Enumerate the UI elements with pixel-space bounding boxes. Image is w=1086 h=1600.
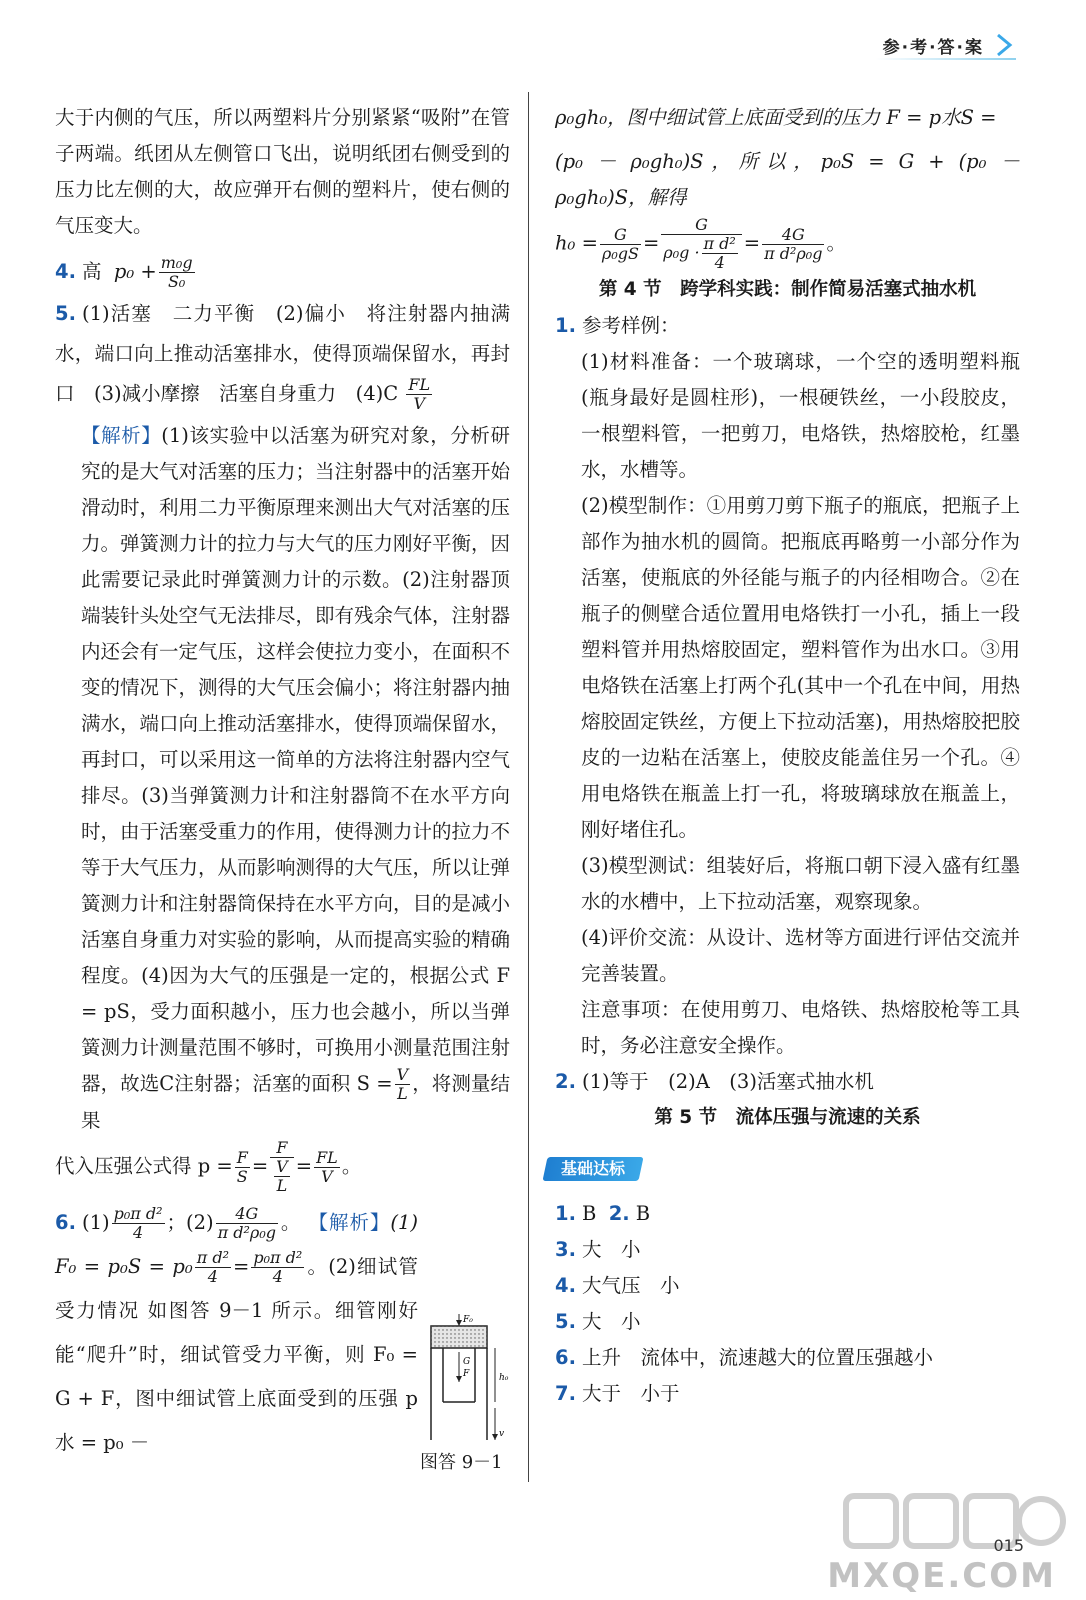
answer-1: 1. 参考样例： — [555, 314, 680, 337]
answer-5: 5. (1)活塞 二力平衡 (2)偏小 将注射器内抽满水，端口向上推动活塞排水，使得顶端保留水，再封口 (3)减小摩擦 活塞自身重力 (4)C $\frac{FL}{V}$ — [55, 302, 510, 413]
fraction: $\frac{\text{m₀g}}{\text{S₀}}$ — [160, 253, 193, 291]
answer-1-step-1: (1)材料准备：一个玻璃球，一个空的透明塑料瓶(瓶身最好是圆柱形)，一根硬铁丝，一小段胶皮，一根塑料管，一把剪刀，电烙铁，热熔胶枪，红墨水，水槽等。 — [581, 350, 1020, 481]
figure-9-1-diagram — [425, 1312, 515, 1444]
answer-2: 2. (1)等于 (2)A (3)活塞式抽水机 — [555, 1070, 874, 1093]
page-header — [883, 30, 1016, 60]
figure-label: F — [463, 1369, 470, 1379]
left-column — [55, 100, 510, 1465]
figure-caption: 图答 9－1 — [420, 1452, 503, 1473]
section-4-title: 第 4 节 跨学科实践：制作简易活塞式抽水机 — [598, 279, 977, 300]
answer-row-5: 5. 大 小 — [555, 1310, 641, 1333]
page-number: 015 — [993, 1536, 1024, 1555]
answer-row-4: 4. 大气压 小 — [555, 1274, 680, 1297]
fraction: $\frac{V}{L}$ — [396, 1065, 409, 1103]
figure-label: G — [463, 1357, 471, 1367]
answer-1-step-3: (3)模型测试：组装好后，将瓶口朝下浸入盛有红墨水的水槽中，上下拉动活塞，观察现象。 — [581, 854, 1020, 913]
answer-row-1-2: 1. B 2. B — [555, 1202, 651, 1225]
section-5-title: 第 5 节 流体压强与流速的关系 — [654, 1107, 921, 1128]
header-underline — [876, 58, 1016, 60]
answer-row-3: 3. 大 小 — [555, 1238, 641, 1261]
analysis-tag: 【解析】 — [81, 424, 162, 447]
badge-row — [555, 1150, 1020, 1186]
fraction: $\frac{FL}{V}$ — [316, 1147, 338, 1186]
answer-1-step-4: (4)评价交流：从设计、选材等方面进行评估交流并完善装置。 — [581, 926, 1020, 985]
answer-1-notes: 注意事项：在使用剪刀、电烙铁、热熔胶枪等工具时，务必注意安全操作。 — [581, 998, 1020, 1057]
analysis-5-formula: 代入压强公式得 p = $\frac{F}{S}$ = $\frac{F}{\frac{V}{L}}$ = $\frac{FL}{V}$ 。 — [55, 1138, 362, 1195]
fraction: $\frac{F}{S}$ — [236, 1147, 248, 1186]
fraction: $\frac{4G}{\text{π d²ρ₀g}}$ — [217, 1204, 276, 1242]
answer-1-step-2: (2)模型制作：①用剪刀剪下瓶子的瓶底，把瓶子上部作为抽水机的圆筒。把瓶底再略剪一小部分作为活塞，使瓶底的外径能与瓶子的内径相吻合。②在瓶子的侧壁合适位置用电烙铁打一小孔，插上一段塑料管并用热熔胶固定，塑料管作为出水口。③用电烙铁在活塞上打两个孔(其中一个孔在中间，用热熔胶固定铁丝，方便上下拉动活塞)，用热熔胶把胶皮的一边粘在活塞上，使胶皮能盖住另一个孔。④用电烙铁在瓶盖上打一孔，将玻璃球放在瓶盖上，刚好堵住孔。 — [581, 494, 1020, 841]
fraction: $\frac{\text{π d²}}{4}$ — [196, 1248, 229, 1286]
answer-row-7: 7. 大于 小于 — [555, 1382, 680, 1405]
continuation-1: ρ₀gh₀，图中细试管上底面受到的压力 F = p水S = — [555, 106, 997, 129]
answer-4: 4. 高 p₀ + $\frac{\text{m₀g}}{\text{S₀}}$ — [55, 253, 193, 291]
paragraph-continuation: 大于内侧的气压，所以两塑料片分别紧紧“吸附”在管子两端。纸团从左侧管口飞出，说明纸团右侧受到的压力比左侧的大，故应弹开右侧的塑料片，使右侧的气压变大。 — [55, 106, 510, 237]
fraction: $\frac{\text{p₀π d²}}{4}$ — [253, 1248, 303, 1286]
figure-label: F₀ — [463, 1315, 473, 1325]
basic-level-badge: 基础达标 — [542, 1157, 643, 1181]
right-column — [555, 100, 1020, 1412]
fraction: $\frac{4G}{\text{π d²ρ₀g}}$ — [764, 224, 823, 263]
answer-6: 6. (1) $\frac{\text{p₀π d²}}{4}$ ；(2) $\frac{4G}{\text{π d²ρ₀g}}$ 。 【解析】(1) F₀ = p₀S = p₀ $\frac{\text{π d²}}{4}$ = $\frac{\text{p₀π d²}}{4}$ 。(2)细试管受力情况 如图答 9－1 所示。细管刚好能“爬升”时，细试管受力平衡，则 F₀ = G + F，图中细试管上底面受到的压强 p水 = p₀ － — [55, 1204, 419, 1454]
header-title: 参·考·答·案 — [882, 37, 984, 58]
fraction: $\frac{\text{p₀π d²}}{4}$ — [113, 1204, 163, 1242]
figure-label: v — [499, 1429, 505, 1439]
fraction: $\frac{FL}{V}$ — [408, 375, 431, 413]
chevron-right-icon — [994, 32, 1016, 58]
continuation-formula: h₀ = $\frac{G}{\text{ρ₀gS}}$ = G ρ₀g · $\frac{\text{π d²}}{4}$ = $\frac{4G}{\text{π d²ρ₀g}}$ 。 — [555, 215, 846, 272]
fraction: $\frac{G}{\text{ρ₀gS}}$ — [601, 224, 639, 263]
fraction: $\frac{F}{\frac{V}{L}}$ — [270, 1139, 294, 1195]
analysis-5: 【解析】(1)该实验中以活塞为研究对象，分析研究的是大气对活塞的压力；当注射器中的活塞开始滑动时，利用二力平衡原理来测出大气对活塞的压力。弹簧测力计的拉力与大气的压力刚好平衡，因此需要记录此时弹簧测力计的示数。(2)注射器顶端装针头处空气无法排尽，即有残余气体，注射器内还会有一定气压，这样会使拉力变小，在面积不变的情况下，测得的大气压会偏小；将注射器内抽满水，端口向上推动活塞排水，使得顶端保留水，再封口，可以采用这一简单的方法将注射器内空气排尽。(3)当弹簧测力计和注射器筒不在水平方向时，由于活塞受重力的作用，使得测力计的拉力不等于大气压力，从而影响测得的大气压，所以让弹簧测力计和注射器筒保持在水平方向，目的是减小活塞自身重力对实验的影响，从而提高实验的精确程度。(4)因为大气的压强是一定的，根据公式 F = pS，受力面积越小，压力也会越小，所以当弹簧测力计测量范围不够时，可换用小测量范围注射器，故选C注射器；活塞的面积 S = $\frac{V}{L}$ ，将测量结果 — [81, 424, 511, 1132]
answer-row-6: 6. 上升 流体中，流速越大的位置压强越小 — [555, 1346, 933, 1369]
column-divider — [528, 92, 529, 1482]
fraction: G ρ₀g · $\frac{\text{π d²}}{4}$ — [661, 216, 742, 272]
watermark-text: MXQE.COM — [827, 1556, 1056, 1596]
continuation-2: (p₀ － ρ₀gh₀)S，所以，p₀S = G + (p₀ － ρ₀gh₀)S，解得 — [555, 150, 1020, 209]
figure-label: h₀ — [499, 1373, 509, 1383]
